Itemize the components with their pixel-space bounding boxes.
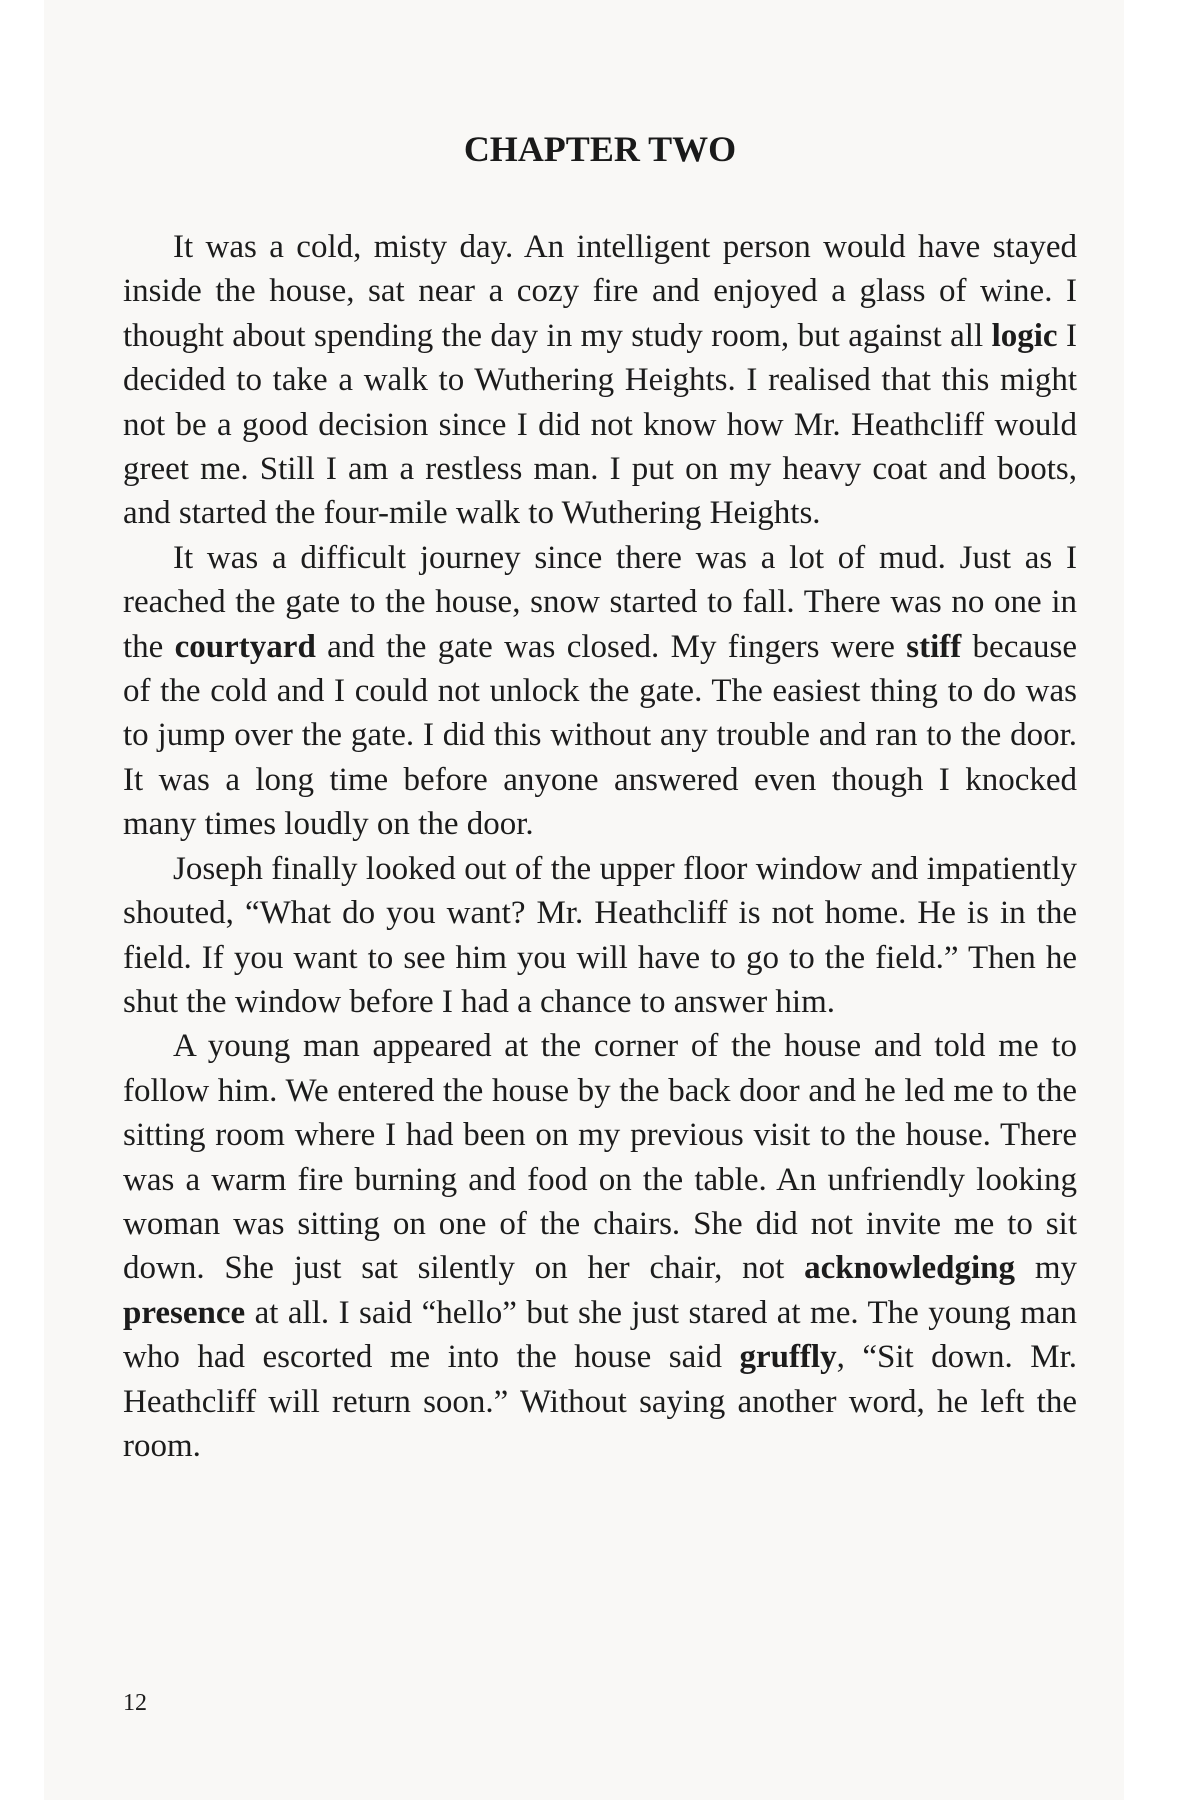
paragraph-2 <box>123 536 1077 847</box>
bold-term-gruffly: gruffly <box>739 1339 837 1376</box>
body-text <box>123 225 1077 1468</box>
chapter-title: CHAPTER TWO <box>463 129 737 169</box>
text-segment: It was a difficult journey since there was a lot of mud. Just as I reached the gate to the house, snow started to fall. There was no one in the <box>123 539 1077 665</box>
text-segment: , “Sit down. Mr. Heathcliff will return soon.” Without saying another word, he left the room. <box>123 1339 1077 1464</box>
text-segment: A young man appeared at the corner of the house and told me to follow him. We entered the house by the back door and he led me to the sitting room where I had been on my previous visit to the house. There was a warm fire burning and food on the table. An unfriendly looking woman was sitting on one of the chairs. She did not invite me to sit down. She just sat silently on her chair, not <box>123 1028 1077 1287</box>
paragraph-3 <box>123 847 1077 1025</box>
text-segment: It was a cold, misty day. An intelligent person would have stayed inside the house, sat near a cozy fire and enjoyed a glass of wine. I thought about spending the day in my study room, but against all <box>123 229 1077 354</box>
text-segment: my <box>1015 1250 1077 1287</box>
bold-term-courtyard: courtyard <box>174 628 316 665</box>
text-segment: and the gate was closed. My fingers were <box>315 628 907 665</box>
text-segment: I decided to take a walk to Wuthering Heights. I realised that this might not be a good decision since I did not know how Mr. Heathcliff would greet me. Still I am a restless man. I put on my heavy coat and boots, and started the four-mile walk to Wuthering Heights. <box>123 317 1077 532</box>
bold-term-presence: presence <box>123 1294 246 1331</box>
paragraph-4 <box>123 1024 1077 1468</box>
text-segment: Joseph finally looked out of the upper floor window and impatiently shouted, “What do you want? Mr. Heathcliff is not home. He is in the field. If you want to see him you will have to go to the field.” Then he shut the window before I had a chance to answer him. <box>123 850 1077 1020</box>
page-number: 12 <box>123 1690 147 1716</box>
paragraph-1 <box>123 225 1077 536</box>
bold-term-acknowledging: acknowledging <box>804 1250 1015 1287</box>
bold-term-logic: logic <box>991 317 1058 354</box>
text-segment: because of the cold and I could not unlock the gate. The easiest thing to do was to jump over the gate. I did this without any trouble and ran to the door. It was a long time before anyone answered even though I knocked many times loudly on the door. <box>123 628 1077 843</box>
bold-term-stiff: stiff <box>906 628 962 665</box>
text-segment: at all. I said “hello” but she just stared at me. The young man who had escorted me into the house said <box>123 1294 1077 1376</box>
